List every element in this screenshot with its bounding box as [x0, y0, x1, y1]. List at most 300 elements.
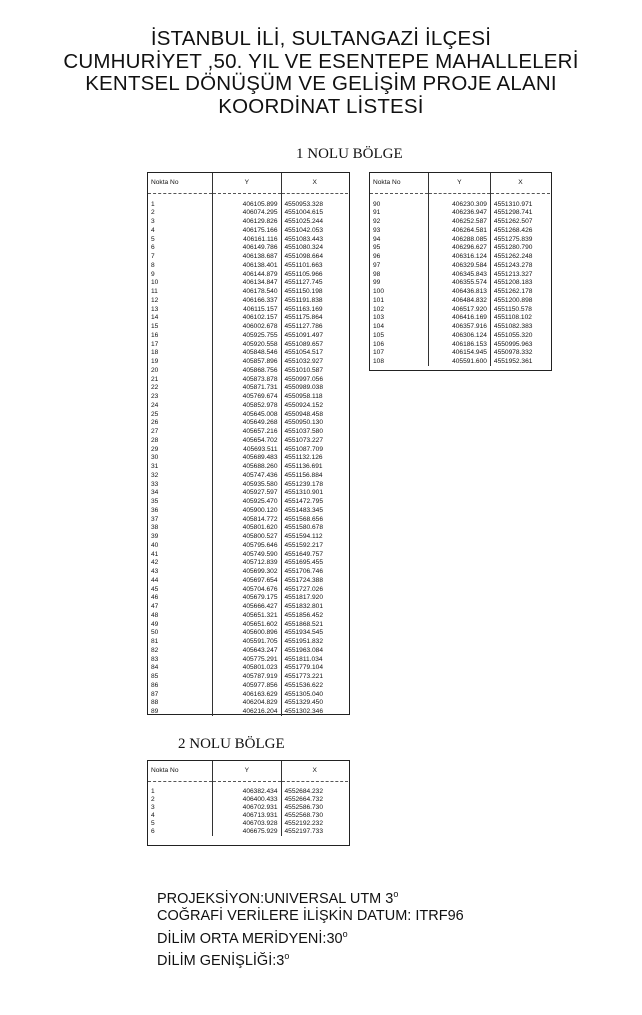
table-row — [148, 366, 348, 375]
point-no-cell: 82 — [148, 646, 213, 655]
table-row — [370, 296, 550, 305]
x-coordinate-cell: 4551727.026 — [284, 585, 324, 593]
x-coordinate-cell: 4551091.497 — [284, 331, 324, 339]
x-coordinate-cell: 4551483.345 — [284, 506, 324, 514]
point-no-cell: 43 — [148, 568, 213, 577]
point-no-cell: 87 — [148, 690, 213, 699]
y-coordinate-cell: 405657.216 — [213, 428, 281, 437]
table-row — [148, 244, 348, 253]
point-no-cell: 30 — [148, 454, 213, 463]
projection-info — [157, 886, 464, 970]
point-no-cell: 27 — [148, 428, 213, 437]
y-coordinate-cell: 406144.879 — [213, 270, 281, 279]
region-2-table — [148, 761, 348, 836]
y-coordinate-cell: 406306.124 — [428, 331, 490, 340]
point-no-cell: 90 — [370, 200, 428, 209]
x-coordinate-cell: 4551032.927 — [284, 358, 324, 366]
table-row — [148, 828, 348, 836]
table-row — [148, 235, 348, 244]
x-coordinate-cell: 4551163.169 — [284, 305, 323, 313]
x-coordinate-cell: 4551213.327 — [493, 270, 533, 278]
x-coordinate-cell: 4551262.248 — [493, 253, 533, 261]
y-coordinate-cell: 406138.401 — [213, 261, 281, 270]
table-row — [148, 550, 348, 559]
y-coordinate-cell: 406436.813 — [428, 288, 490, 297]
x-coordinate-cell: 4551098.664 — [284, 253, 324, 261]
table-row — [148, 515, 348, 524]
point-no-cell: 32 — [148, 471, 213, 480]
y-coordinate-cell: 406115.157 — [213, 305, 281, 314]
point-no-cell: 33 — [148, 480, 213, 489]
y-coordinate-cell: 405651.321 — [213, 611, 281, 620]
table-row — [148, 655, 348, 664]
table-row — [148, 270, 348, 279]
x-coordinate-cell: 4551298.741 — [493, 209, 533, 217]
table-row — [370, 323, 550, 332]
region-1-table-b — [370, 173, 550, 366]
point-no-cell: 97 — [370, 261, 428, 270]
point-no-cell: 84 — [148, 664, 213, 673]
x-coordinate-cell: 4551779.104 — [284, 664, 324, 672]
x-coordinate-cell: 4551127.745 — [284, 279, 323, 287]
y-coordinate-cell: 406288.085 — [428, 235, 490, 244]
header-point-no: Nokta No — [148, 761, 213, 782]
point-no-cell: 13 — [148, 305, 213, 314]
table-row — [370, 349, 550, 358]
table-row — [148, 498, 348, 507]
x-coordinate-cell: 4551706.746 — [284, 568, 324, 576]
table-row — [148, 620, 348, 629]
point-no-cell: 85 — [148, 673, 213, 682]
point-no-cell: 100 — [370, 288, 428, 297]
y-coordinate-cell: 406252.587 — [428, 218, 490, 227]
x-coordinate-cell: 4551832.801 — [284, 603, 324, 611]
y-coordinate-cell: 406316.124 — [428, 253, 490, 262]
table-row — [148, 401, 348, 410]
region-2-heading: 2 NOLU BÖLGE — [178, 736, 285, 752]
table-row — [148, 603, 348, 612]
table-row — [148, 279, 348, 288]
x-coordinate-cell: 4551268.426 — [493, 226, 533, 234]
y-coordinate-cell: 406382.434 — [213, 788, 281, 796]
table-row — [148, 305, 348, 314]
point-no-cell: 15 — [148, 323, 213, 332]
x-coordinate-cell: 4551951.832 — [284, 638, 324, 646]
point-no-cell: 81 — [148, 638, 213, 647]
x-coordinate-cell: 4551200.898 — [493, 296, 533, 304]
x-coordinate-cell: 4551472.795 — [284, 498, 324, 506]
table-row — [370, 244, 550, 253]
header-point-no: Nokta No — [370, 173, 428, 194]
y-coordinate-cell: 405801.620 — [213, 524, 281, 533]
table-row — [370, 253, 550, 262]
point-no-cell: 106 — [370, 340, 428, 349]
table-row — [148, 594, 348, 603]
x-coordinate-cell: 4551262.507 — [493, 218, 533, 226]
point-no-cell: 31 — [148, 463, 213, 472]
region-1-table-a — [148, 173, 348, 716]
point-no-cell: 96 — [370, 253, 428, 262]
y-coordinate-cell: 406129.826 — [213, 218, 281, 227]
y-coordinate-cell: 406149.786 — [213, 244, 281, 253]
y-coordinate-cell: 405679.175 — [213, 594, 281, 603]
y-coordinate-cell: 405704.676 — [213, 585, 281, 594]
x-coordinate-cell: 4552684.232 — [284, 788, 324, 796]
y-coordinate-cell: 405689.483 — [213, 454, 281, 463]
point-no-cell: 4 — [148, 226, 213, 235]
table-row — [148, 804, 348, 812]
table-row — [148, 559, 348, 568]
y-coordinate-cell: 406264.581 — [428, 226, 490, 235]
table-row — [148, 480, 348, 489]
table-row — [148, 410, 348, 419]
x-coordinate-cell: 4551073.227 — [284, 436, 324, 444]
y-coordinate-cell: 406102.157 — [213, 314, 281, 323]
y-coordinate-cell: 405688.260 — [213, 463, 281, 472]
x-coordinate-cell: 4551055.320 — [493, 331, 533, 339]
point-no-cell: 5 — [148, 235, 213, 244]
y-coordinate-cell: 405697.654 — [213, 576, 281, 585]
point-no-cell: 103 — [370, 314, 428, 323]
point-no-cell: 42 — [148, 559, 213, 568]
table-row — [148, 681, 348, 690]
point-no-cell: 48 — [148, 611, 213, 620]
y-coordinate-cell: 406166.337 — [213, 296, 281, 305]
x-coordinate-cell: 4550924.152 — [284, 401, 324, 409]
y-coordinate-cell: 406178.540 — [213, 288, 281, 297]
table-row — [148, 471, 348, 480]
point-no-cell: 24 — [148, 401, 213, 410]
x-coordinate-cell: 4551243.278 — [493, 261, 533, 269]
table-row — [148, 436, 348, 445]
point-no-cell: 2 — [148, 209, 213, 218]
table-row — [370, 331, 550, 340]
y-coordinate-cell: 405814.772 — [213, 515, 281, 524]
table-row — [370, 235, 550, 244]
y-coordinate-cell: 406702.931 — [213, 804, 281, 812]
x-coordinate-cell: 4552568.730 — [284, 812, 324, 820]
table-row — [148, 358, 348, 367]
x-coordinate-cell: 4551963.084 — [284, 646, 324, 654]
x-coordinate-cell: 4551592.217 — [284, 541, 324, 549]
point-no-cell: 39 — [148, 533, 213, 542]
table-row — [148, 375, 348, 384]
x-coordinate-cell: 4551083.443 — [284, 235, 324, 243]
x-coordinate-cell: 4551010.587 — [284, 366, 324, 374]
x-coordinate-cell: 4551080.324 — [284, 244, 324, 252]
x-coordinate-cell: 4551952.361 — [493, 358, 533, 366]
y-coordinate-cell: 405873.878 — [213, 375, 281, 384]
table-row — [148, 524, 348, 533]
y-coordinate-cell: 406355.574 — [428, 279, 490, 288]
table-row — [148, 638, 348, 647]
y-coordinate-cell: 406186.153 — [428, 340, 490, 349]
point-no-cell: 47 — [148, 603, 213, 612]
y-coordinate-cell: 405800.527 — [213, 533, 281, 542]
y-coordinate-cell: 405871.731 — [213, 384, 281, 393]
y-coordinate-cell: 406134.847 — [213, 279, 281, 288]
title-line-4: KOORDİNAT LİSTESİ — [218, 94, 424, 118]
title-line-3: KENTSEL DÖNÜŞÜM VE GELİŞİM PROJE ALANI — [85, 72, 557, 95]
point-no-cell: 91 — [370, 209, 428, 218]
table-row — [370, 288, 550, 297]
table-row — [148, 419, 348, 428]
point-no-cell: 1 — [148, 200, 213, 209]
y-coordinate-cell: 405747.436 — [213, 471, 281, 480]
x-coordinate-cell: 4550950.130 — [284, 419, 324, 427]
x-coordinate-cell: 4551773.221 — [284, 673, 324, 681]
point-no-cell: 34 — [148, 489, 213, 498]
header-y: Y — [213, 173, 281, 194]
point-no-cell: 16 — [148, 331, 213, 340]
header-x: X — [490, 173, 550, 194]
y-coordinate-cell: 406138.687 — [213, 253, 281, 262]
x-coordinate-cell: 4550958.118 — [284, 393, 323, 401]
x-coordinate-cell: 4551208.183 — [493, 279, 533, 287]
y-coordinate-cell: 406703.928 — [213, 820, 281, 828]
point-no-cell: 21 — [148, 375, 213, 384]
point-no-cell: 3 — [148, 218, 213, 227]
region-1-heading: 1 NOLU BÖLGE — [296, 146, 403, 162]
point-no-cell: 10 — [148, 279, 213, 288]
x-coordinate-cell: 4551191.838 — [284, 296, 323, 304]
y-coordinate-cell: 405651.602 — [213, 620, 281, 629]
x-coordinate-cell: 4551724.388 — [284, 576, 324, 584]
y-coordinate-cell: 405591.705 — [213, 638, 281, 647]
y-coordinate-cell: 405920.558 — [213, 340, 281, 349]
y-coordinate-cell: 406329.584 — [428, 261, 490, 270]
header-y: Y — [428, 173, 490, 194]
table-row — [148, 226, 348, 235]
table-header-row — [370, 173, 550, 194]
x-coordinate-cell: 4551817.920 — [284, 594, 324, 602]
table-row — [148, 489, 348, 498]
y-coordinate-cell: 406230.309 — [428, 200, 490, 209]
zone-width-line: DİLİM GENİŞLİĞİ:3$^o$ — [157, 951, 290, 969]
x-coordinate-cell: 4551105.966 — [284, 270, 323, 278]
y-coordinate-cell: 406002.678 — [213, 323, 281, 332]
point-no-cell: 50 — [148, 629, 213, 638]
y-coordinate-cell: 406713.931 — [213, 812, 281, 820]
x-coordinate-cell: 4551132.126 — [284, 454, 323, 462]
x-coordinate-cell: 4552197.733 — [284, 828, 324, 836]
point-no-cell: 41 — [148, 550, 213, 559]
point-no-cell: 14 — [148, 314, 213, 323]
table-row — [148, 314, 348, 323]
y-coordinate-cell: 406517.920 — [428, 305, 490, 314]
x-coordinate-cell: 4551302.346 — [284, 708, 324, 716]
table-row — [148, 796, 348, 804]
point-no-cell: 102 — [370, 305, 428, 314]
y-coordinate-cell: 405699.302 — [213, 568, 281, 577]
y-coordinate-cell: 405591.600 — [428, 358, 490, 367]
table-row — [148, 463, 348, 472]
x-coordinate-cell: 4552664.732 — [284, 796, 324, 804]
y-coordinate-cell: 406175.166 — [213, 226, 281, 235]
table-row — [148, 533, 348, 542]
x-coordinate-cell: 4551054.517 — [284, 349, 324, 357]
x-coordinate-cell: 4551175.864 — [284, 314, 323, 322]
table-row — [148, 200, 348, 209]
header-x: X — [281, 173, 348, 194]
point-no-cell: 38 — [148, 524, 213, 533]
y-coordinate-cell: 405868.756 — [213, 366, 281, 375]
table-row — [148, 384, 348, 393]
point-no-cell: 86 — [148, 681, 213, 690]
point-no-cell: 46 — [148, 594, 213, 603]
table-row — [148, 506, 348, 515]
x-coordinate-cell: 4551868.521 — [284, 620, 324, 628]
y-coordinate-cell: 406161.116 — [213, 235, 281, 244]
point-no-cell: 4 — [148, 812, 213, 820]
y-coordinate-cell: 406163.629 — [213, 690, 281, 699]
point-no-cell: 105 — [370, 331, 428, 340]
table-header-row — [148, 173, 348, 194]
y-coordinate-cell: 405654.702 — [213, 436, 281, 445]
point-no-cell: 45 — [148, 585, 213, 594]
table-row — [148, 820, 348, 828]
meridian-line: DİLİM ORTA MERİDYENİ:30$^o$ — [157, 928, 348, 947]
point-no-cell: 7 — [148, 253, 213, 262]
x-coordinate-cell: 4550997.056 — [284, 375, 324, 383]
table-row — [148, 349, 348, 358]
table-row — [370, 270, 550, 279]
x-coordinate-cell: 4551536.622 — [284, 681, 324, 689]
y-coordinate-cell: 406074.295 — [213, 209, 281, 218]
table-row — [148, 629, 348, 638]
point-no-cell: 12 — [148, 296, 213, 305]
y-coordinate-cell: 405645.008 — [213, 410, 281, 419]
title-line-2: CUMHURİYET ,50. YIL VE ESENTEPE MAHALLELERİ — [63, 49, 579, 73]
y-coordinate-cell: 406204.829 — [213, 699, 281, 708]
x-coordinate-cell: 4551136.691 — [284, 463, 323, 471]
table-row — [148, 253, 348, 262]
y-coordinate-cell: 405769.674 — [213, 393, 281, 402]
x-coordinate-cell: 4551811.034 — [284, 655, 323, 663]
x-coordinate-cell: 4551156.884 — [284, 471, 323, 479]
x-coordinate-cell: 4551004.615 — [284, 209, 324, 217]
table-row — [148, 690, 348, 699]
point-no-cell: 26 — [148, 419, 213, 428]
x-coordinate-cell: 4551856.452 — [284, 611, 324, 619]
x-coordinate-cell: 4551934.545 — [284, 629, 324, 637]
point-no-cell: 23 — [148, 393, 213, 402]
table-row — [148, 323, 348, 332]
x-coordinate-cell: 4551568.656 — [284, 515, 324, 523]
y-coordinate-cell: 405925.755 — [213, 331, 281, 340]
table-row — [370, 261, 550, 270]
x-coordinate-cell: 4551108.102 — [493, 314, 532, 322]
point-no-cell: 29 — [148, 445, 213, 454]
table-row — [148, 428, 348, 437]
x-coordinate-cell: 4551649.757 — [284, 550, 324, 558]
table-row — [370, 200, 550, 209]
table-row — [148, 454, 348, 463]
table-row — [148, 788, 348, 796]
point-no-cell: 95 — [370, 244, 428, 253]
y-coordinate-cell: 405925.470 — [213, 498, 281, 507]
point-no-cell: 9 — [148, 270, 213, 279]
y-coordinate-cell: 405787.919 — [213, 673, 281, 682]
x-coordinate-cell: 4551042.053 — [284, 226, 324, 234]
table-row — [148, 261, 348, 270]
table-row — [370, 358, 550, 367]
x-coordinate-cell: 4551262.178 — [493, 288, 533, 296]
x-coordinate-cell: 4551275.839 — [493, 235, 533, 243]
y-coordinate-cell: 406296.627 — [428, 244, 490, 253]
table-row — [148, 296, 348, 305]
table-row — [370, 340, 550, 349]
x-coordinate-cell: 4551025.244 — [284, 218, 324, 226]
projection-line: PROJEKSİYON:UNIVERSAL UTM 3$^o$ — [157, 889, 399, 907]
y-coordinate-cell: 406154.945 — [428, 349, 490, 358]
point-no-cell: 98 — [370, 270, 428, 279]
table-row — [370, 305, 550, 314]
x-coordinate-cell: 4551150.198 — [284, 288, 323, 296]
y-coordinate-cell: 405795.646 — [213, 541, 281, 550]
point-no-cell: 28 — [148, 436, 213, 445]
y-coordinate-cell: 405848.546 — [213, 349, 281, 358]
point-no-cell: 11 — [148, 288, 213, 297]
point-no-cell: 99 — [370, 279, 428, 288]
y-coordinate-cell: 405977.856 — [213, 681, 281, 690]
y-coordinate-cell: 405693.511 — [213, 445, 281, 454]
point-no-cell: 93 — [370, 226, 428, 235]
x-coordinate-cell: 4550989.038 — [284, 384, 324, 392]
table-row — [148, 673, 348, 682]
point-no-cell: 107 — [370, 349, 428, 358]
x-coordinate-cell: 4551127.786 — [284, 323, 323, 331]
x-coordinate-cell: 4551280.790 — [493, 244, 533, 252]
y-coordinate-cell: 405900.120 — [213, 506, 281, 515]
table-row — [370, 209, 550, 218]
x-coordinate-cell: 4551087.709 — [284, 445, 324, 453]
y-coordinate-cell: 406236.947 — [428, 209, 490, 218]
x-coordinate-cell: 4551695.455 — [284, 559, 324, 567]
y-coordinate-cell: 406400.433 — [213, 796, 281, 804]
point-no-cell: 20 — [148, 366, 213, 375]
point-no-cell: 5 — [148, 820, 213, 828]
table-row — [148, 218, 348, 227]
y-coordinate-cell: 405852.978 — [213, 401, 281, 410]
x-coordinate-cell: 4551305.040 — [284, 690, 324, 698]
table-header-row — [148, 761, 348, 782]
point-no-cell: 17 — [148, 340, 213, 349]
y-coordinate-cell: 405801.023 — [213, 664, 281, 673]
y-coordinate-cell: 405935.580 — [213, 480, 281, 489]
y-coordinate-cell: 406357.916 — [428, 323, 490, 332]
point-no-cell: 22 — [148, 384, 213, 393]
table-row — [370, 314, 550, 323]
x-coordinate-cell: 4551089.657 — [284, 340, 324, 348]
table-row — [148, 611, 348, 620]
document-title — [0, 28, 642, 118]
x-coordinate-cell: 4551150.578 — [493, 305, 532, 313]
table-row — [148, 288, 348, 297]
point-no-cell: 35 — [148, 498, 213, 507]
point-no-cell: 1 — [148, 788, 213, 796]
point-no-cell: 108 — [370, 358, 428, 367]
y-coordinate-cell: 406105.899 — [213, 200, 281, 209]
y-coordinate-cell: 405712.839 — [213, 559, 281, 568]
y-coordinate-cell: 406345.843 — [428, 270, 490, 279]
x-coordinate-cell: 4550995.963 — [493, 340, 533, 348]
y-coordinate-cell: 405857.896 — [213, 358, 281, 367]
point-no-cell: 88 — [148, 699, 213, 708]
y-coordinate-cell: 405775.291 — [213, 655, 281, 664]
y-coordinate-cell: 405749.590 — [213, 550, 281, 559]
x-coordinate-cell: 4551082.383 — [493, 323, 533, 331]
